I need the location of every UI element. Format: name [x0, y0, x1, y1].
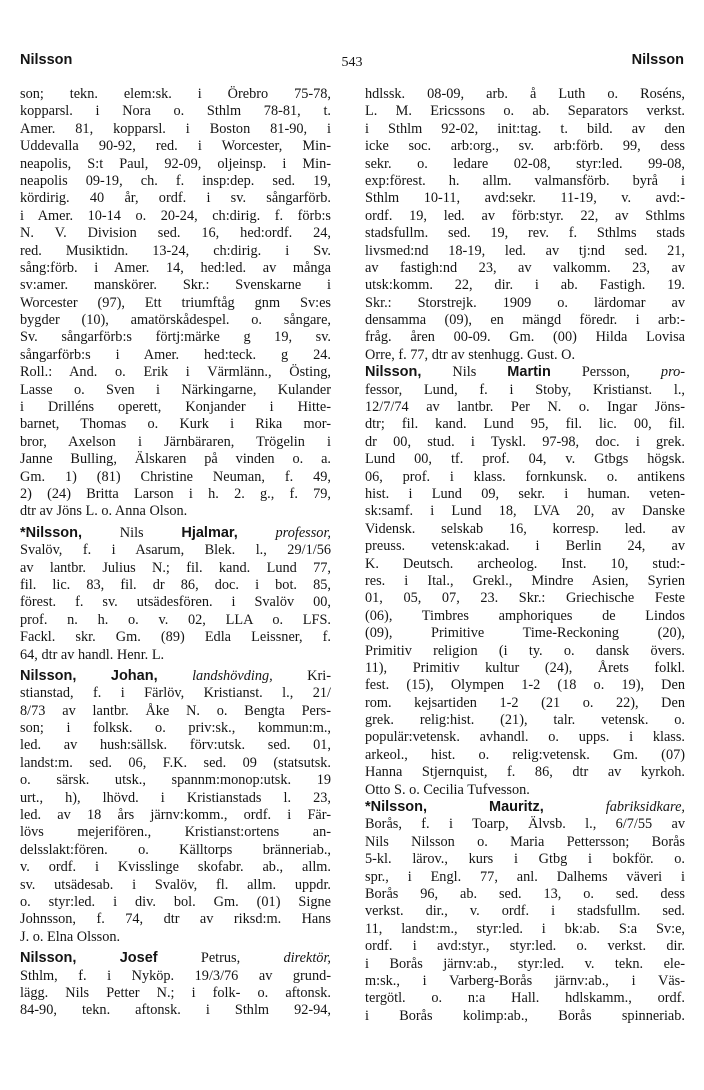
text-line: Lasse o. Sven i Närkingarne, Kulander	[20, 381, 331, 398]
entry-other-name: Petrus,	[157, 950, 241, 967]
entry-surname: *Nilsson,	[20, 524, 83, 541]
text-line: 2) (24) Britta Larson i h. 2. g., f. 79,	[20, 485, 331, 502]
text-line: 5-kl. lärov., kurs i Gtbg i bokför. o.	[365, 851, 685, 868]
entry-title: professor,	[237, 524, 331, 541]
text-line: fest. (15), Olympen 1-2 (18 o. 19), Den	[365, 677, 685, 694]
text-line: 8/73 av lantbr. Åke N. o. Bengta Pers-	[20, 702, 331, 719]
text-line: 64, dtr av handl. Henr. L.	[20, 646, 165, 663]
text-line: L. M. Ericssons o. ab. Separators verkst.	[365, 103, 685, 120]
text-line: Janne Bulling, Älskaren på vinden o. a.	[20, 451, 331, 468]
entry-surname: *Nilsson,	[365, 799, 428, 816]
text-line: Lund 00, tf. prof. 04, v. Gtbgs högsk.	[365, 451, 685, 468]
text-line: Borås 96, ab. sed. 13, o. sed. dess	[365, 885, 685, 902]
text-line: (06), Timbres amphoriques de Lindos	[365, 607, 685, 624]
text-line: landst:m. sed. 06, F.K. sed. 09 (statsutsk.	[20, 754, 331, 771]
text-line: o. styr:led. i div. bol. Gm. (01) Signe	[20, 893, 331, 910]
text-line: sv. utsädesab. i Svalöv, fl. allm. uppdr.	[20, 876, 331, 893]
text-line: Nils Nilsson o. Maria Pettersson; Borås	[365, 833, 685, 850]
text-line: i Sthlm 92-02, init:tag. t. bild. av den	[365, 120, 685, 137]
running-head-right: Nilsson	[631, 52, 684, 68]
entry-heading-line	[20, 950, 331, 967]
text-line: fråg. åren 00-09. Gm. (00) Hilda Lovisa	[365, 329, 685, 346]
entry-text: Kri-	[272, 667, 331, 684]
text-line: populär:vetensk. avhandl. o. upps. i klass.	[365, 729, 685, 746]
text-line: 84-90, tekn. aftonsk. i Sthlm 92-94,	[20, 1002, 331, 1019]
entry-given-name	[76, 950, 119, 966]
entry-heading-line	[365, 799, 685, 816]
right-column	[365, 86, 685, 1025]
text-line: stadsfullm. sed. 19, rev. f. Sthlms stads	[365, 225, 685, 242]
text-line: 01, 05, 07, 23. Skr.: Griechische Feste	[365, 590, 685, 607]
entry-other-name: Persson,	[550, 364, 630, 381]
text-line: Skr.: Storstrejk. 1909 o. lärdomar av	[365, 294, 685, 311]
text-line: neapolis, S:t Paul, 92-09, oljeinsp. i Min-	[20, 155, 331, 172]
text-line: hdlssk. 08-09, arb. å Luth o. Roséns,	[365, 86, 685, 102]
text-line: utsk:komm. 22, dir. i ab. Fastigh. 19.	[365, 277, 685, 294]
text-line: Vidensk. selskab 16, korresp. led. av	[365, 520, 685, 537]
text-line: i Borås järnv:ab., styr:led. v. tekn. ele-	[365, 955, 685, 972]
text-line: kopparsl. i Nora o. Sthlm 78-81, t.	[20, 103, 331, 120]
text-line: 06, prof. i klass. fornkunsk. o. antikens	[365, 468, 685, 485]
text-line: led. av 18 års järnv:komm., ordf. i Fär-	[20, 807, 331, 824]
entry-title: landshövding,	[157, 667, 273, 684]
text-line: J. o. Elna Olsson.	[20, 928, 121, 945]
text-line: Sthlm 10-11, avd:sekr. 11-19, v. avd:-	[365, 190, 685, 207]
entry-surname: Nilsson,	[20, 667, 77, 684]
text-line: Orre, f. 77, dtr av stenhugg. Gust. O.	[365, 346, 576, 363]
text-line: son; i folksk. o. priv:sk., kommun:m.,	[20, 720, 331, 737]
text-line: sk:samf. i Lund 18, LVA 20, av Danske	[365, 503, 685, 520]
entry-title: direktör,	[240, 950, 331, 967]
entry-given-name	[76, 668, 110, 684]
text-line: v. ordf. i Kvisslinge skofabr. ab., allm.	[20, 859, 331, 876]
text-line: sångarförb:s i Amer. hed:teck. g 24.	[20, 346, 331, 363]
page-number: 543	[341, 55, 363, 70]
entry-heading-line	[20, 525, 331, 542]
text-line: Svalöv, f. i Asarum, Blek. l., 29/1/56	[20, 542, 331, 559]
text-line: livsmed:nd 18-19, led. av tj:nd sed. 21,	[365, 242, 685, 259]
text-line: Primitiv religion (i ty. o. dansk övers.	[365, 642, 685, 659]
text-line: i Borås kolimp:ab., Borås spinneriab.	[365, 1007, 685, 1024]
text-line: sv:amer. manskörer. Skr.: Svenskarne i	[20, 277, 331, 294]
text-line: sekr. o. ledare 02-08, styr:led. 99-08,	[365, 155, 685, 172]
text-line: urt., h), lhövd. i Kristianstads l. 23,	[20, 789, 331, 806]
text-line: lövs mejerifören., Kristianst:ortens an-	[20, 824, 331, 841]
text-line: rom. kejsartiden 1-2 (21 o. 22), Den	[365, 694, 685, 711]
text-line: Roll.: And. o. Erik i Värmlänn., Östing,	[20, 364, 331, 381]
text-line: dr 00, stud. i Tyskl. 97-98, doc. i grek.	[365, 433, 685, 450]
text-line: Sthlm, f. i Nyköp. 19/3/76 av grund-	[20, 967, 331, 984]
text-line: (09), Primitive Time-Reckoning (20),	[365, 625, 685, 642]
entry-given-name	[427, 799, 489, 815]
text-line: densamma (09), en mängd föredr. i arb:-	[365, 312, 685, 329]
text-line: av lantbr. Julius N.; fil. kand. Lund 77,	[20, 559, 331, 576]
text-line: stianstad, f. i Färlöv, Kristianst. l., 21/	[20, 685, 331, 702]
left-column	[20, 86, 331, 1020]
text-line: fessor, Lund, f. i Stoby, Kristianst. l.,	[365, 381, 685, 398]
text-line: delsslakt:fören. o. Källtorps bränneriab.,	[20, 841, 331, 858]
text-line: Gm. 1) (81) Christine Neuman, f. 49,	[20, 468, 331, 485]
text-line: Worcester (97), Ett triumftåg gnm Sv:es	[20, 294, 331, 311]
entry-called-name: Josef	[119, 950, 158, 967]
text-line: sång:förb. i Amer. 14, hed:led. av många	[20, 259, 331, 276]
text-line: 11, landst:m., styr:led. i bk:ab. S:a Sv:e,	[365, 920, 685, 937]
text-line: Hanna Stjernquist, f. 86, dtr av kyrkoh.	[365, 764, 685, 781]
entry-given-name: Nils	[421, 364, 508, 381]
entry-called-name: Hjalmar,	[181, 524, 238, 541]
text-line: dtr av Jöns L. o. Anna Olson.	[20, 503, 188, 520]
text-line: N. V. Division sed. 16, hed:ordf. 24,	[20, 225, 331, 242]
text-line: red. Musiktidn. 13-24, ch:dirig. i Sv.	[20, 242, 331, 259]
text-line: res. i Ital., Grekl., Mindre Asien, Syrien	[365, 572, 685, 589]
text-line: dtr; fil. kand. Lund 95, fil. lic. 00, fil.	[365, 416, 685, 433]
text-line: förest. f. sv. utsädesfören. i Svalöv 00,	[20, 594, 331, 611]
text-line: i Drilléns operett, Konjander i Hitte-	[20, 399, 331, 416]
text-line: m:sk., i Varberg-Borås järnv:ab., i Väs-	[365, 972, 685, 989]
entry-title: pro-	[629, 364, 685, 381]
entry-heading-line	[20, 668, 331, 685]
entry-surname: Nilsson,	[20, 950, 77, 967]
entry-called-name: Martin	[507, 364, 551, 381]
text-line: spr., i Engl. 77, anl. Dalhems väveri i	[365, 868, 685, 885]
text-line: preuss. vetensk:akad. i Berlin 24, av	[365, 538, 685, 555]
text-line: bror, Axelson i Järnbäraren, Trögelin i	[20, 433, 331, 450]
text-line: son; tekn. elem:sk. i Örebro 75-78,	[20, 86, 331, 102]
text-line: arkeol., hist. o. relig:vetensk. Gm. (07)	[365, 746, 685, 763]
text-line: verkst. dir., v. ordf. i stadsfullm. sed.	[365, 903, 685, 920]
text-line: Otto S. o. Cecilia Tufvesson.	[365, 781, 530, 798]
entry-title: fabriksidkare,	[543, 799, 685, 816]
text-line: i Amer. 10-14 o. 20-24, ch:dirig. f. förb:s	[20, 207, 331, 224]
text-line: ordf. 19, led. av förb:styr. 22, av Sthlms	[365, 207, 685, 224]
text-line: bygder (10), amatörskådespel. o. sångare,	[20, 312, 331, 329]
text-line: lägg. Nils Petter N.; i folk- o. aftonsk.	[20, 984, 331, 1001]
text-line: Borås, f. i Toarp, Älvsb. l., 6/7/55 av	[365, 816, 685, 833]
entry-given-name: Nils	[82, 524, 182, 541]
text-line: Sv. sångarförb:s förtj:märke g 19, sv.	[20, 329, 331, 346]
text-line: hist. i Lund 09, sekr. i human. veten-	[365, 485, 685, 502]
text-line: o. särsk. utsk., spannm:monop:utsk. 19	[20, 772, 331, 789]
entry-called-name: Johan,	[110, 667, 158, 684]
text-line: av fastigh:nd 23, av valkomm. 23, av	[365, 259, 685, 276]
text-line: K. Deutsch. archeolog. Inst. 10, stud:-	[365, 555, 685, 572]
text-line: icke soc. arb:org., sv. arb:förb. 99, dess	[365, 138, 685, 155]
running-head-left: Nilsson	[20, 52, 73, 68]
text-line: grek. relig:hist. (21), talr. vetensk. o.	[365, 712, 685, 729]
entry-surname: Nilsson,	[365, 364, 422, 381]
text-line: Fackl. skr. Gm. (89) Edla Leissner, f.	[20, 629, 331, 646]
text-line: fil. lic. 83, fil. dr 86, doc. i bot. 85,	[20, 576, 331, 593]
text-line: Johnsson, f. 74, dtr av riksd:m. Hans	[20, 911, 331, 928]
text-line: 12/7/74 av lantbr. Per N. o. Ingar Jöns-	[365, 399, 685, 416]
text-line: tergötl. o. n:a Hall. hdlskamm., ordf.	[365, 990, 685, 1007]
entry-heading-line	[365, 364, 685, 381]
text-line: kördirig. 40 år, ordf. i sv. sångarförb.	[20, 190, 331, 207]
text-line: prof. n. h. o. v. 02, LLA o. LFS.	[20, 611, 331, 628]
text-line: Amer. 81, kopparsl. i Boston 81-90, i	[20, 120, 331, 137]
entry-called-name: Mauritz,	[489, 799, 544, 816]
text-line: ordf. i avd:styr., styr:led. o. verkst. dir.	[365, 938, 685, 955]
text-line: barnet, Thomas o. Kurk i Rika mor-	[20, 416, 331, 433]
text-line: led. av hush:sällsk. förv:utsk. sed. 01,	[20, 737, 331, 754]
text-line: neapolis 09-19, ch. f. insp:dep. sed. 19,	[20, 172, 331, 189]
text-line: exp:förest. h. allm. valmansförb. byrå i	[365, 172, 685, 189]
text-line: Uddevalla 90-92, red. i Worcester, Min-	[20, 138, 331, 155]
text-line: 11), Primitiv kultur (24), Årets folkl.	[365, 659, 685, 676]
